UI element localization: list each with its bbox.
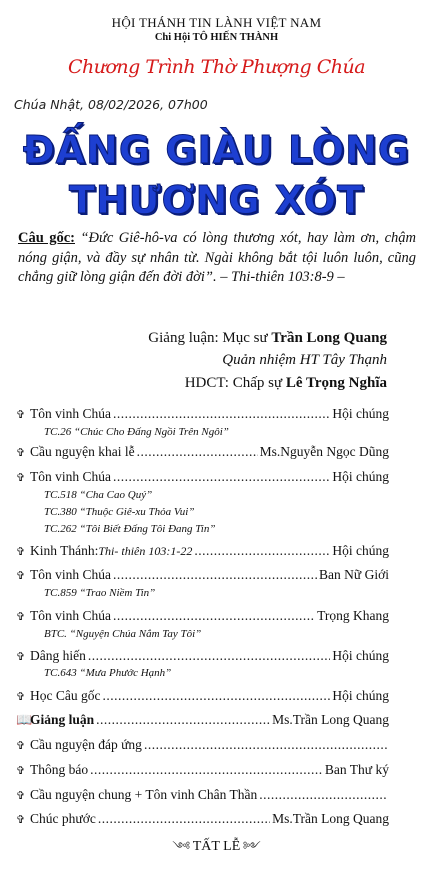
branch-name: Chi Hội TÔ HIẾN THÀNH — [154, 32, 279, 43]
cross-icon: ✞ — [16, 790, 26, 802]
cross-icon: ✞ — [16, 409, 26, 421]
hymn-ref: TC.26 “Chúc Cho Đấng Ngồi Trên Ngôi” — [44, 426, 229, 438]
program-item: ✞ Chúc phước ..... Ms.Trần Long Quang — [16, 811, 389, 827]
cross-icon: ✞ — [16, 570, 26, 582]
program-item: ✞ Tôn vinh Chúa ..... Hội chúng — [16, 469, 389, 485]
memory-verse-text: “Đức Giê-hô-va có lòng thương xót, hay làm ơn, chậm nóng giận, và đầy sự nhân từ. Ngài không bắt tội luôn luôn, cũng chẳng giữ lòng giận đến đời đời”. – Thi-thiên 103:8-9 – — [18, 230, 416, 285]
hymn-ref: TC.380 “Thuộc Giê-xu Thỏa Vui” — [44, 506, 195, 518]
cross-icon: ✞ — [16, 611, 26, 623]
program-item: ✞ Tôn vinh Chúa ..... Ban Nữ Giới — [16, 567, 389, 583]
program-item: ✞ Cầu nguyện khai lễ ..... Ms.Nguyễn Ngọc Dũng — [16, 444, 389, 460]
hymn-ref: BTC. “Nguyện Chúa Nắm Tay Tôi” — [44, 628, 202, 640]
program-heading: Chương Trình Thờ Phượng Chúa — [67, 56, 366, 78]
cross-icon: ✞ — [16, 814, 26, 826]
mc-line — [185, 375, 387, 392]
program-item-sermon: 📖 Giảng luận ..... Ms.Trần Long Quang — [16, 712, 389, 728]
program-item: ✞ Cầu nguyện chung + Tôn vinh Chân Thần ..... — [16, 787, 389, 803]
program-item: ✞ Học Câu gốc ..... Hội chúng — [16, 688, 389, 704]
program-item: ✞ Thông báo ..... Ban Thư ký — [16, 762, 389, 778]
cross-icon: ✞ — [16, 546, 26, 558]
cross-icon: ✞ — [16, 447, 26, 459]
sermon-title-line-2: THƯƠNG XÓT — [68, 178, 365, 222]
cross-icon: ✞ — [16, 740, 26, 752]
program-item: ✞ Dâng hiến ..... Hội chúng — [16, 648, 389, 664]
mc-name: Lê Trọng Nghĩa — [285, 375, 387, 391]
mc-prefix: HDCT: Chấp sự — [184, 375, 286, 391]
program-item: ✞ Tôn vinh Chúa ..... Trọng Khang — [16, 608, 389, 624]
flourish-icon: ༺ — [172, 841, 193, 853]
hymn-ref: TC.859 “Trao Niềm Tin” — [44, 587, 156, 599]
pastor-charge: Quản nhiệm HT Tây Thạnh — [222, 352, 387, 368]
cross-icon: ✞ — [16, 651, 26, 663]
memory-verse-label: Câu gốc: — [18, 230, 75, 246]
book-icon: 📖 — [16, 712, 33, 727]
hymn-ref: TC.518 “Cha Cao Quý” — [44, 489, 153, 501]
church-name: HỘI THÁNH TIN LÀNH VIỆT NAM — [111, 15, 322, 30]
preacher-prefix: Giảng luận: Mục sư — [148, 330, 272, 346]
program-item: ✞ Kinh Thánh: Thi- thiên 103:1-22 ..... Hội chúng — [16, 543, 389, 559]
flourish-icon: ༻ — [240, 841, 261, 853]
service-date: Chúa Nhật, 08/02/2026, 07h00 — [14, 97, 208, 112]
program-item: ✞ Cầu nguyện đáp ứng ..... — [16, 737, 389, 753]
hymn-ref: TC.643 “Mưa Phước Hạnh” — [44, 667, 172, 679]
cross-icon: ✞ — [16, 691, 26, 703]
closing-line: ༺ TẤT LỄ ༻ — [172, 839, 261, 854]
sermon-title-line-1: ĐẤNG GIÀU LÒNG — [22, 128, 411, 172]
program-item: ✞ Tôn vinh Chúa ..... Hội chúng — [16, 406, 389, 422]
memory-verse — [18, 229, 416, 288]
preacher-line — [148, 330, 387, 347]
hymn-ref: TC.262 “Tôi Biết Đấng Tôi Đang Tin” — [44, 523, 216, 535]
cross-icon: ✞ — [16, 765, 26, 777]
preacher-name: Trần Long Quang — [271, 330, 387, 346]
cross-icon: ✞ — [16, 472, 26, 484]
